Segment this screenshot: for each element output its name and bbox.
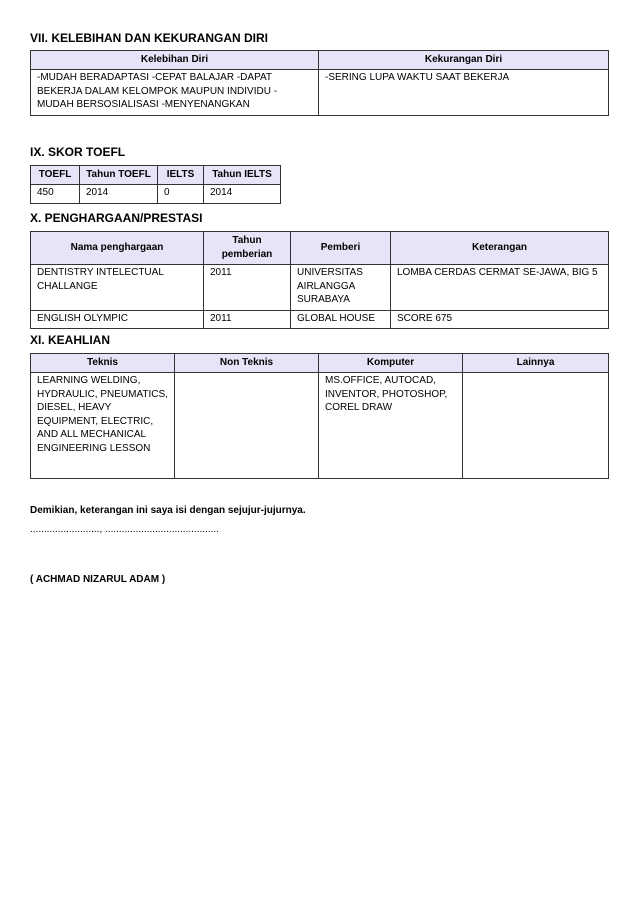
cell-tahun: 2011	[204, 310, 291, 329]
section-title-keahlian: XI. KEAHLIAN	[30, 333, 111, 347]
cell-keterangan: LOMBA CERDAS CERMAT SE-JAWA, BIG 5	[391, 265, 609, 311]
header-nama-penghargaan: Nama penghargaan	[31, 232, 204, 265]
cell-ielts: 0	[158, 185, 204, 204]
cell-nama: DENTISTRY INTELECTUAL CHALLANGE	[31, 265, 204, 311]
cell-pemberi: UNIVERSITAS AIRLANGGA SURABAYA	[291, 265, 391, 311]
header-pemberi: Pemberi	[291, 232, 391, 265]
header-tahun-toefl: Tahun TOEFL	[80, 166, 158, 185]
section-title-penghargaan: X. PENGHARGAAN/PRESTASI	[30, 211, 203, 225]
table-row	[31, 373, 609, 479]
header-tahun-ielts: Tahun IELTS	[204, 166, 281, 185]
header-teknis: Teknis	[31, 354, 175, 373]
section-title-kelebihan-kekurangan: VII. KELEBIHAN DAN KEKURANGAN DIRI	[30, 31, 269, 45]
table-row	[31, 310, 609, 329]
kelebihan-kekurangan-table	[30, 50, 609, 116]
cell-nama: ENGLISH OLYMPIC	[31, 310, 204, 329]
header-kelebihan: Kelebihan Diri	[31, 51, 319, 70]
cell-non-teknis	[175, 373, 319, 479]
table-row	[31, 265, 609, 311]
header-tahun-pemberian: Tahun pemberian	[204, 232, 291, 265]
table-header-row	[31, 166, 281, 185]
header-keterangan: Keterangan	[391, 232, 609, 265]
header-toefl: TOEFL	[31, 166, 80, 185]
header-lainnya: Lainnya	[463, 354, 609, 373]
cell-toefl: 450	[31, 185, 80, 204]
cell-komputer: MS.OFFICE, AUTOCAD, INVENTOR, PHOTOSHOP, COREL DRAW	[319, 373, 463, 479]
closing-statement: Demikian, keterangan ini saya isi dengan sejujur-jujurnya.	[30, 505, 306, 516]
cell-lainnya	[463, 373, 609, 479]
header-ielts: IELTS	[158, 166, 204, 185]
keahlian-table	[30, 353, 609, 479]
cell-tahun: 2011	[204, 265, 291, 311]
signature-name: ( ACHMAD NIZARUL ADAM )	[30, 574, 166, 585]
table-row	[31, 70, 609, 116]
table-header-row	[31, 232, 609, 265]
penghargaan-table	[30, 231, 609, 329]
table-header-row	[31, 51, 609, 70]
cell-teknis: LEARNING WELDING, HYDRAULIC, PNEUMATICS, DIESEL, HEAVY EQUIPMENT, ELECTRIC, AND ALL MECHANICAL ENGINEERING LESSON	[31, 373, 175, 479]
cell-pemberi: GLOBAL HOUSE	[291, 310, 391, 329]
cell-kekurangan: -SERING LUPA WAKTU SAAT BEKERJA	[319, 70, 609, 116]
place-date-line: ........................., .........................................	[30, 524, 219, 535]
table-header-row	[31, 354, 609, 373]
cell-tahun-ielts: 2014	[204, 185, 281, 204]
header-kekurangan: Kekurangan Diri	[319, 51, 609, 70]
header-komputer: Komputer	[319, 354, 463, 373]
cell-keterangan: SCORE 675	[391, 310, 609, 329]
section-title-skor-toefl: IX. SKOR TOEFL	[30, 145, 126, 159]
toefl-table	[30, 165, 281, 204]
header-non-teknis: Non Teknis	[175, 354, 319, 373]
cell-kelebihan: -MUDAH BERADAPTASI -CEPAT BALAJAR -DAPAT BEKERJA DALAM KELOMPOK MAUPUN INDIVIDU -MUDAH BERSOSIALISASI -MENYENANGKAN	[31, 70, 319, 116]
table-row	[31, 185, 281, 204]
cell-tahun-toefl: 2014	[80, 185, 158, 204]
